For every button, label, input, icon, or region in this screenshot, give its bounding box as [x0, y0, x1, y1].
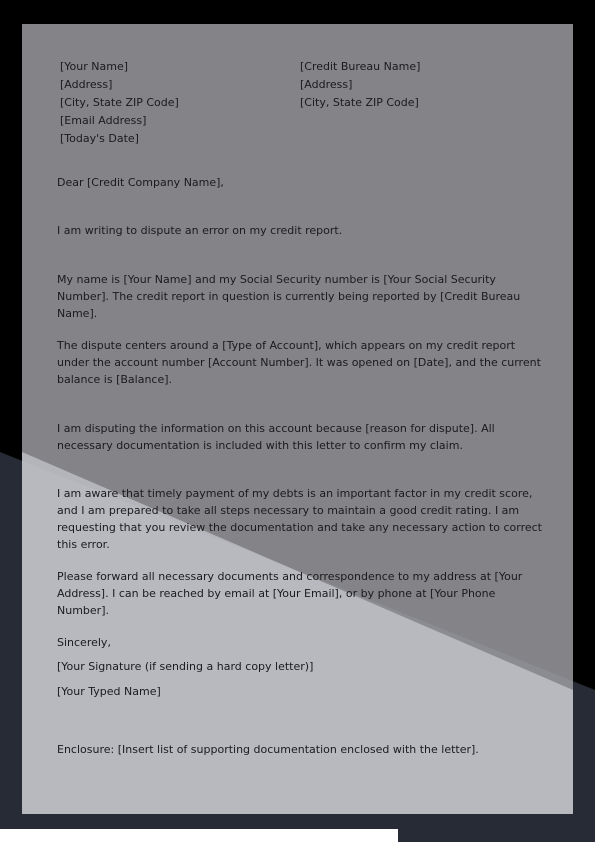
- sender-email: [Email Address]: [60, 114, 147, 127]
- body-paragraph: The dispute centers around a [Type of Account], which appears on my credit report under the account number [Account Number]. It was opened on [Date], and the current balance is [Balance].: [57, 339, 541, 386]
- sender-city-state-zip: [City, State ZIP Code]: [60, 96, 179, 109]
- closing: Sincerely,: [57, 636, 111, 649]
- recipient-city-state-zip: [City, State ZIP Code]: [300, 96, 419, 109]
- signature-line: [Your Signature (if sending a hard copy letter)]: [57, 660, 314, 673]
- recipient-address: [Address]: [300, 78, 353, 91]
- sender-address-block: [60, 58, 280, 148]
- body-paragraph: I am aware that timely payment of my debts is an important factor in my credit score, and I am prepared to take all steps necessary to maintain a good credit rating. I am requesting that you review the documentation and take any necessary action to correct this error.: [57, 487, 542, 551]
- recipient-name: [Credit Bureau Name]: [300, 60, 421, 73]
- letter-date: [Today's Date]: [60, 132, 139, 145]
- recipient-address-block: [300, 58, 540, 112]
- letter-page: [22, 24, 573, 814]
- body-paragraph: I am disputing the information on this account because [reason for dispute]. All necessary documentation is included with this letter to confirm my claim.: [57, 422, 495, 452]
- enclosure-note: Enclosure: [Insert list of supporting documentation enclosed with the letter].: [57, 743, 479, 756]
- body-paragraph: I am writing to dispute an error on my credit report.: [57, 224, 343, 237]
- sender-name: [Your Name]: [60, 60, 129, 73]
- sender-address: [Address]: [60, 78, 113, 91]
- body-paragraph: Please forward all necessary documents and correspondence to my address at [Your Address]. I can be reached by email at [Your Email], or by phone at [Your Phone Number].: [57, 570, 523, 617]
- bottom-white-strip: [0, 829, 398, 842]
- salutation: Dear [Credit Company Name],: [57, 176, 224, 189]
- typed-name: [Your Typed Name]: [57, 685, 161, 698]
- body-paragraph: My name is [Your Name] and my Social Security number is [Your Social Security Number]. The credit report in question is currently being reported by [Credit Bureau Name].: [57, 273, 521, 320]
